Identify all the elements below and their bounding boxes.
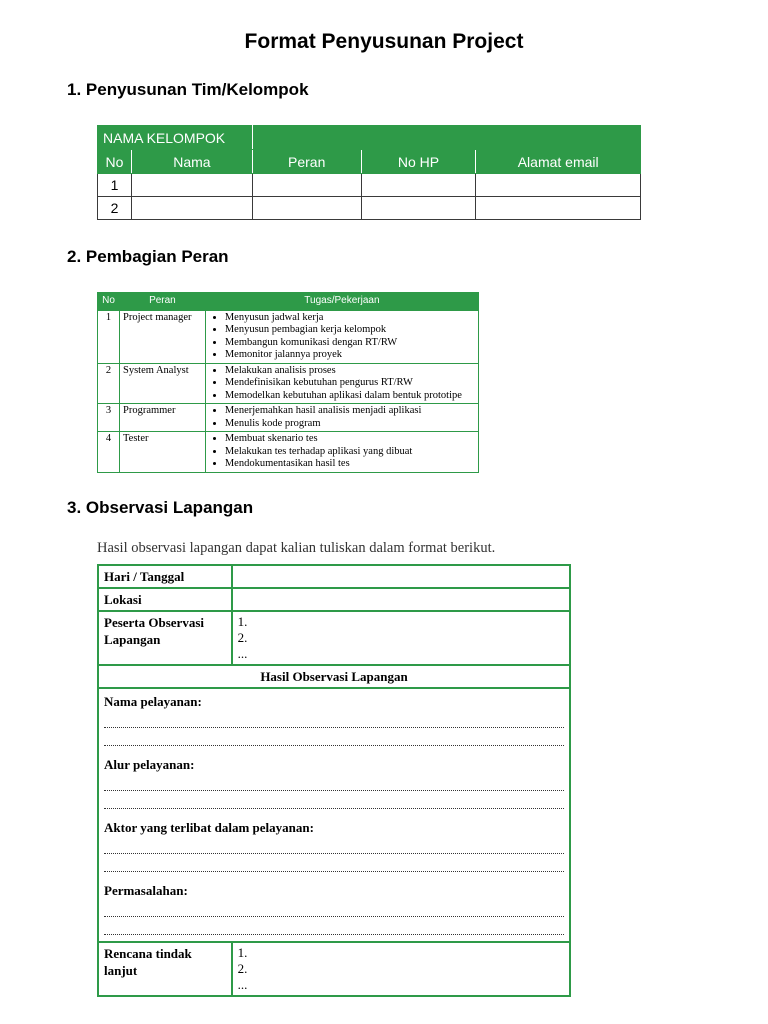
- list-item: ...: [237, 646, 248, 661]
- peserta-label: Peserta Observasi Lapangan: [98, 611, 232, 665]
- section3-heading: 3. Observasi Lapangan: [67, 498, 254, 517]
- row-number: 2: [98, 197, 132, 220]
- field-label: Nama pelayanan:: [104, 694, 202, 709]
- list-item: 2.: [237, 961, 248, 976]
- table-row: [98, 404, 479, 432]
- table-row: [98, 197, 641, 220]
- row-number: 3: [98, 404, 120, 432]
- hasil-body[interactable]: [98, 688, 570, 942]
- role-name: Project manager: [119, 310, 205, 363]
- table-row: [98, 432, 479, 473]
- role-name: Programmer: [119, 404, 205, 432]
- task-item: • Memodelkan kebutuhan aplikasi dalam bentuk prototipe: [225, 390, 475, 403]
- row-number: 4: [98, 432, 120, 473]
- cell-peran[interactable]: [252, 174, 361, 197]
- cell-nama[interactable]: [131, 174, 252, 197]
- list-item: ...: [237, 977, 248, 992]
- table-row: [98, 310, 479, 363]
- task-item: • Menulis kode program: [225, 418, 475, 431]
- table-row: [98, 363, 479, 404]
- col-email: Alamat email: [476, 150, 641, 174]
- observation-intro: Hasil observasi lapangan dapat kalian tuliskan dalam format berikut.: [97, 540, 496, 556]
- field-label: Aktor yang terlibat dalam pelayanan:: [104, 820, 314, 835]
- col-no: No: [98, 150, 132, 174]
- group-name-label: NAMA KELOMPOK: [98, 126, 253, 150]
- hari-field[interactable]: [232, 565, 570, 588]
- task-item: • Mendefinisikan kebutuhan pengurus RT/RW: [225, 377, 475, 390]
- task-item: • Membangun komunikasi dengan RT/RW: [225, 337, 475, 350]
- cell-nama[interactable]: [131, 197, 252, 220]
- cell-nohp[interactable]: [361, 197, 476, 220]
- hasil-header: Hasil Observasi Lapangan: [98, 665, 570, 688]
- cell-peran[interactable]: [252, 197, 361, 220]
- cell-email[interactable]: [476, 174, 641, 197]
- row-number: 1: [98, 310, 120, 363]
- col-nohp: No HP: [361, 150, 476, 174]
- task-item: • Melakukan analisis proses: [225, 365, 475, 378]
- hari-label: Hari / Tanggal: [98, 565, 232, 588]
- task-item: • Mendokumentasikan hasil tes: [225, 458, 475, 471]
- rencana-label: Rencana tindak lanjut: [98, 942, 232, 996]
- col-peran: Peran: [252, 150, 361, 174]
- col-peran: Peran: [119, 293, 205, 311]
- role-name: Tester: [119, 432, 205, 473]
- section1-heading: 1. Penyusunan Tim/Kelompok: [67, 80, 309, 99]
- table-row: [98, 174, 641, 197]
- task-item: • Membuat skenario tes: [225, 433, 475, 446]
- list-item: 2.: [237, 630, 248, 645]
- task-item: • Memonitor jalannya proyek: [225, 349, 475, 362]
- list-item: 1.: [237, 945, 248, 960]
- task-item: • Menerjemahkan hasil analisis menjadi aplikasi: [225, 405, 475, 418]
- observation-table: [97, 564, 571, 997]
- col-tugas: Tugas/Pekerjaan: [205, 293, 478, 311]
- lokasi-field[interactable]: [232, 588, 570, 611]
- cell-nohp[interactable]: [361, 174, 476, 197]
- role-name: System Analyst: [119, 363, 205, 404]
- rencana-field[interactable]: [232, 942, 570, 996]
- peserta-field[interactable]: [232, 611, 570, 665]
- roles-table: [97, 292, 479, 473]
- field-label: Alur pelayanan:: [104, 757, 195, 772]
- row-number: 1: [98, 174, 132, 197]
- col-nama: Nama: [131, 150, 252, 174]
- cell-email[interactable]: [476, 197, 641, 220]
- field-label: Permasalahan:: [104, 883, 188, 898]
- task-item: • Menyusun jadwal kerja: [225, 312, 475, 325]
- row-number: 2: [98, 363, 120, 404]
- group-name-field[interactable]: [252, 126, 640, 150]
- section2-heading: 2. Pembagian Peran: [67, 247, 229, 266]
- team-table: [97, 125, 641, 220]
- col-no: No: [98, 293, 120, 311]
- lokasi-label: Lokasi: [98, 588, 232, 611]
- task-item: • Melakukan tes terhadap aplikasi yang dibuat: [225, 446, 475, 459]
- list-item: 1.: [237, 614, 248, 629]
- page-title: Format Penyusunan Project: [244, 30, 524, 53]
- task-item: • Menyusun pembagian kerja kelompok: [225, 324, 475, 337]
